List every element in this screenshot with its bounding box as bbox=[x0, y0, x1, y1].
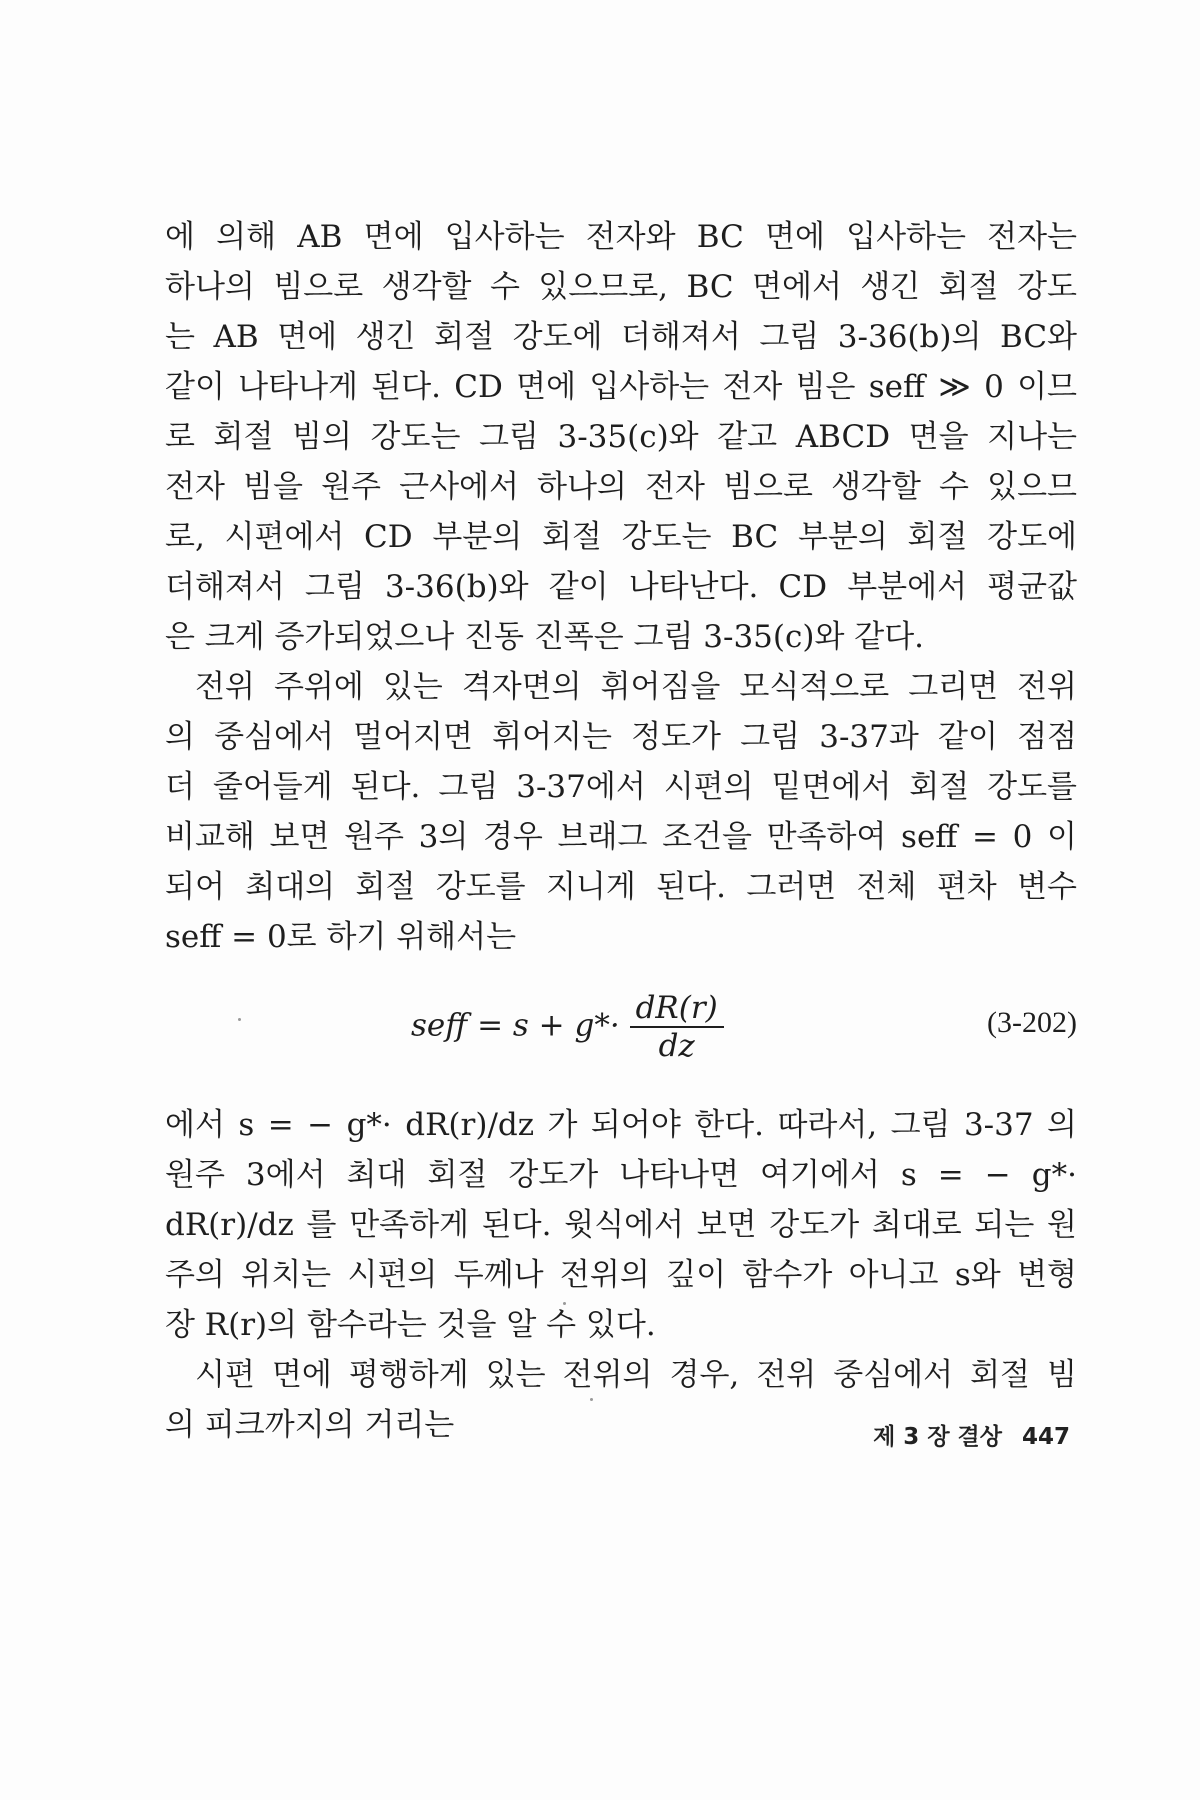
text-column bbox=[165, 212, 1077, 1450]
text-line: 주의 위치는 시편의 두께나 전위의 깊이 함수가 아니고 s와 변형 bbox=[165, 1257, 1077, 1293]
text-line: 시편 면에 평행하게 있는 전위의 경우, 전위 중심에서 회절 빔 bbox=[195, 1357, 1077, 1393]
text-line: 로, 시편에서 CD 부분의 회절 강도는 BC 부분의 회절 강도에 bbox=[165, 519, 1077, 555]
text-line: 같이 나타나게 된다. CD 면에 입사하는 전자 빔은 seff ≫ 0 이므 bbox=[165, 369, 1077, 405]
text-line: 비교해 보면 원주 3의 경우 브래그 조건을 만족하여 seff = 0 이 bbox=[165, 819, 1077, 855]
text-line: 전위 주위에 있는 격자면의 휘어짐을 모식적으로 그리면 전위 bbox=[195, 669, 1077, 705]
page-footer bbox=[873, 1418, 1070, 1451]
equation-denominator: dz bbox=[658, 1028, 695, 1064]
text-line: 로 회절 빔의 강도는 그림 3-35(c)와 같고 ABCD 면을 지나는 bbox=[165, 419, 1077, 455]
text-line: 하나의 빔으로 생각할 수 있으므로, BC 면에서 생긴 회절 강도 bbox=[165, 269, 1077, 305]
text-line: 의 피크까지의 거리는 bbox=[165, 1407, 455, 1443]
scan-speck bbox=[563, 1302, 566, 1305]
text-line: 에 의해 AB 면에 입사하는 전자와 BC 면에 입사하는 전자는 bbox=[165, 219, 1077, 255]
text-line: 더 줄어들게 된다. 그림 3-37에서 시편의 밑면에서 회절 강도를 bbox=[165, 769, 1077, 805]
paragraph-2 bbox=[165, 662, 1077, 962]
text-line: seff = 0로 하기 위해서는 bbox=[165, 919, 517, 955]
equation-fraction bbox=[630, 990, 724, 1064]
equation-3-202 bbox=[165, 976, 1077, 1094]
text-line: 더해져서 그림 3-36(b)와 같이 나타난다. CD 부분에서 평균값 bbox=[165, 569, 1077, 605]
paragraph-3 bbox=[165, 1100, 1077, 1350]
scan-speck bbox=[590, 1398, 593, 1401]
paragraph-1 bbox=[165, 212, 1077, 662]
text-line: 는 AB 면에 생긴 회절 강도에 더해져서 그림 3-36(b)의 BC와 bbox=[165, 319, 1077, 355]
text-line: 에서 s = − g*· dR(r)/dz 가 되어야 한다. 따라서, 그림 3-37 의 bbox=[165, 1107, 1077, 1143]
scan-speck bbox=[238, 1018, 241, 1021]
text-line: 원주 3에서 최대 회절 강도가 나타나면 여기에서 s = − g*· bbox=[165, 1157, 1077, 1193]
text-line: 전자 빔을 원주 근사에서 하나의 전자 빔으로 생각할 수 있으므 bbox=[165, 469, 1077, 505]
text-line: 장 R(r)의 함수라는 것을 알 수 있다. bbox=[165, 1307, 656, 1343]
text-line: 의 중심에서 멀어지면 휘어지는 정도가 그림 3-37과 같이 점점 bbox=[165, 719, 1077, 755]
equation-expression bbox=[411, 990, 724, 1064]
text-line: 은 크게 증가되었으나 진동 진폭은 그림 3-35(c)와 같다. bbox=[165, 619, 924, 655]
text-line: dR(r)/dz 를 만족하게 된다. 윗식에서 보면 강도가 최대로 되는 원 bbox=[165, 1207, 1077, 1243]
equation-numerator: dR(r) bbox=[630, 990, 724, 1028]
page-number: 447 bbox=[1021, 1424, 1070, 1450]
equation-number: (3-202) bbox=[987, 1006, 1077, 1039]
text-line: 되어 최대의 회절 강도를 지니게 된다. 그러면 전체 편차 변수 bbox=[165, 869, 1077, 905]
chapter-title: 제 3 장 결상 bbox=[873, 1424, 1002, 1450]
equation-lhs: seff = s + g*· bbox=[411, 1007, 620, 1044]
